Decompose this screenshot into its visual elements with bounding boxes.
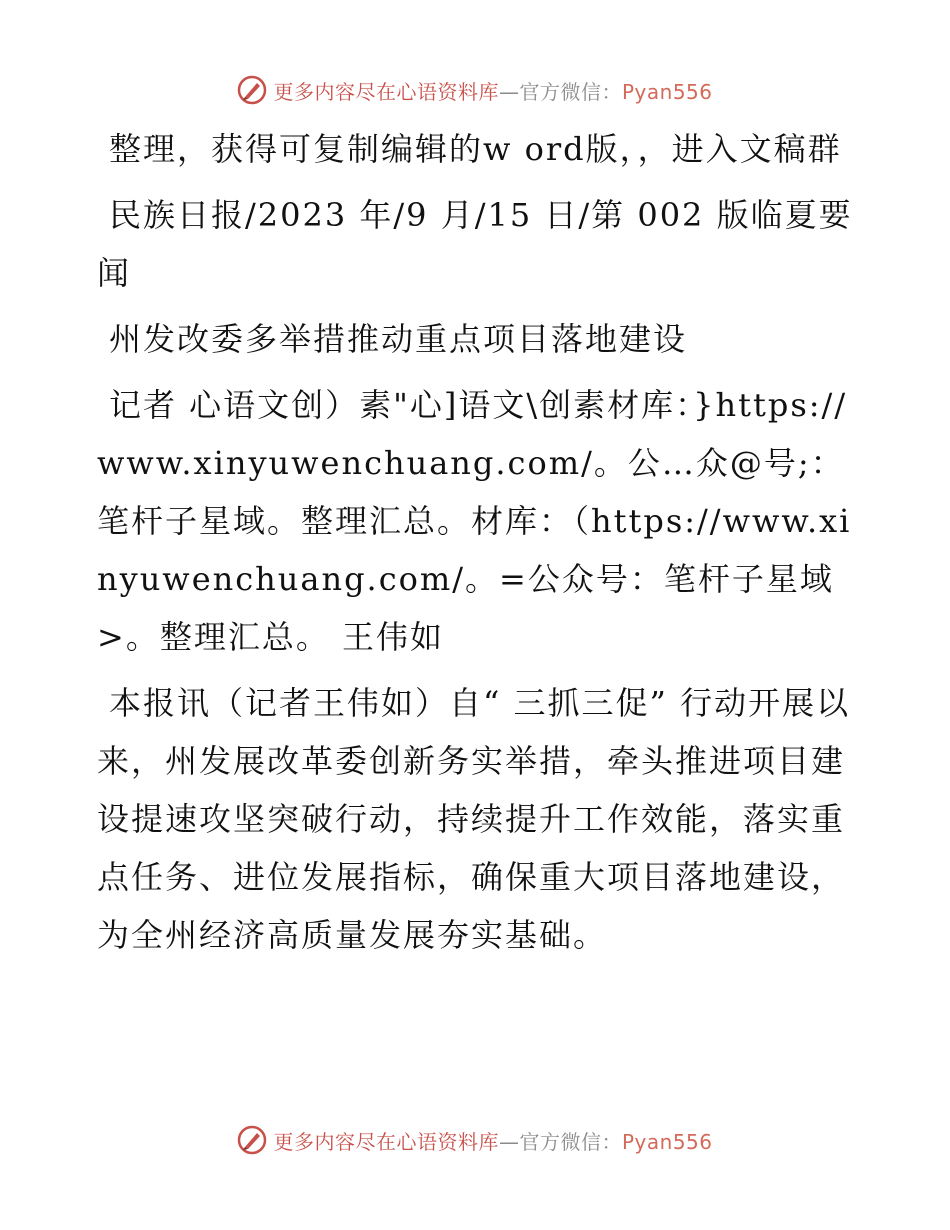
pen-logo-icon: [237, 75, 267, 105]
byline-paragraph: 记者 心语文创）素"心]语文\创素材库：}https://www.xinyuwenchuang.com/。公…众@号;：笔杆子星域。整理汇总。材库：（https://www.xinyuwenchuang.com/。=公众号：笔杆子星域>。整理汇总。 王伟如: [97, 386, 852, 656]
publication-line: 民族日报/2023 年/9 月/15 日/第 002 版临夏要闻: [97, 196, 853, 292]
banner-main-text: 更多内容尽在心语资料库: [273, 1129, 499, 1154]
banner-wechat-id: Pyan556: [621, 1129, 713, 1154]
banner-tail-text: —官方微信：: [498, 1129, 622, 1154]
intro-paragraph: 整理，获得可复制编辑的w ord版，，进入文稿群: [109, 130, 842, 168]
article-headline: 州发改委多举措推动重点项目落地建设: [109, 320, 688, 358]
document-body: [97, 120, 857, 972]
article-body-paragraph: 本报讯（记者王伟如）自“ 三抓三促” 行动开展以来，州发展改革委创新务实举措，牵头推进项目建设提速攻坚突破行动，持续提升工作效能，落实重点任务、进位发展指标，确保重大项目落地建设，为全州经济高质量发展夯实基础。: [97, 684, 851, 954]
banner-text: [273, 76, 712, 105]
pen-logo-icon: [237, 1125, 267, 1155]
banner-wechat-id: Pyan556: [621, 79, 713, 104]
footer-watermark-banner: [0, 1120, 950, 1160]
banner-tail-text: —官方微信：: [498, 79, 622, 104]
header-watermark-banner: [0, 70, 950, 110]
banner-main-text: 更多内容尽在心语资料库: [273, 79, 499, 104]
banner-text: [273, 1126, 712, 1155]
